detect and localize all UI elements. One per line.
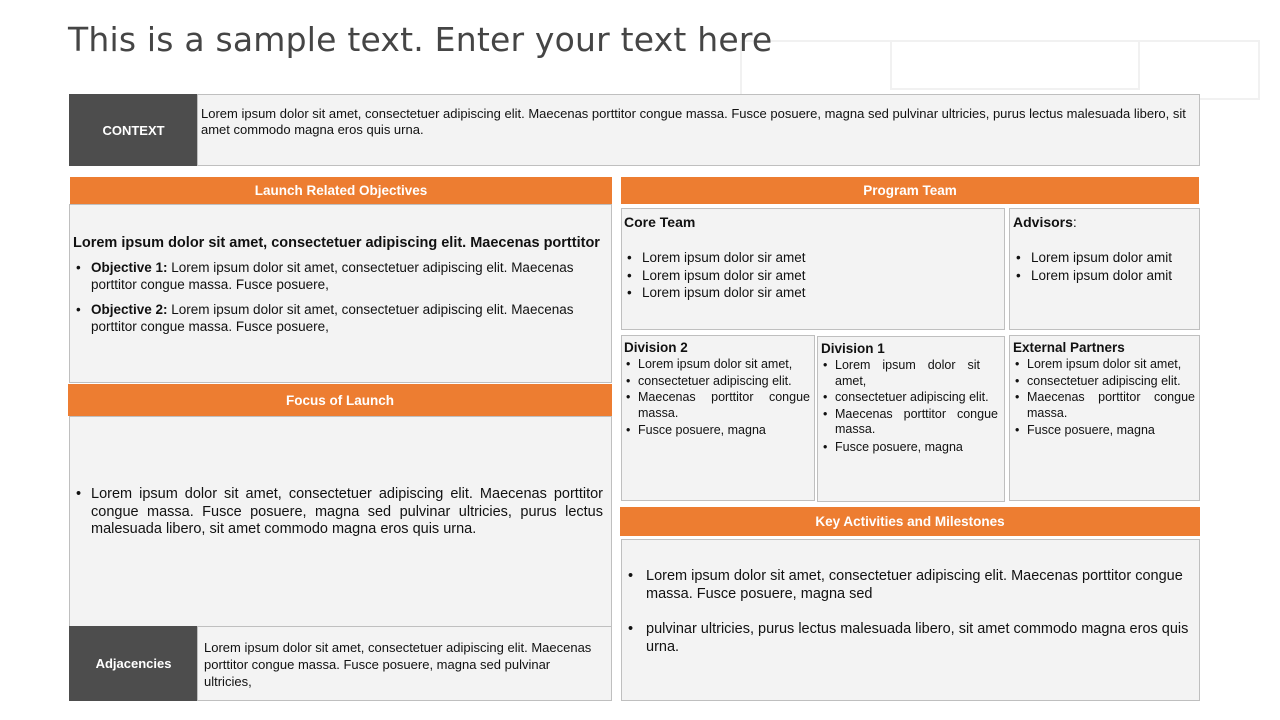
advisors-title: Advisors xyxy=(1013,214,1073,230)
focus-panel xyxy=(69,416,612,627)
objectives-list xyxy=(73,260,601,335)
program-team-header: Program Team xyxy=(621,177,1199,204)
advisors-title-row xyxy=(1013,214,1195,230)
advisors-panel xyxy=(1009,208,1200,330)
objective-text: Lorem ipsum dolor sit amet, consectetuer adipiscing elit. Maecenas porttitor congue massa. Fusce posuere, xyxy=(91,260,574,292)
division-1-item: • Fusce posuere, magna xyxy=(821,440,998,456)
division-2-panel xyxy=(621,335,815,501)
key-activities-list xyxy=(625,568,1189,656)
adjacencies-text: Lorem ipsum dolor sit amet, consectetuer adipiscing elit. Maecenas porttitor congue massa. Fusce posuere, magna sed pulvinar ultricies, xyxy=(204,640,592,689)
external-partners-title: External Partners xyxy=(1013,340,1125,355)
division-2-item: • Maecenas porttitor congue massa. xyxy=(624,390,810,421)
context-text: Lorem ipsum dolor sit amet, consectetuer adipiscing elit. Maecenas porttitor congue massa. Fusce posuere, magna sed pulvinar ultricies, purus lectus malesuada libero, sit amet commodo magna eros quis urna. xyxy=(201,106,1186,137)
adjacencies-panel xyxy=(197,626,612,701)
advisors-colon: : xyxy=(1072,214,1077,230)
core-team-item: • Lorem ipsum dolor sir amet xyxy=(624,249,998,267)
page-title: This is a sample text. Enter your text here xyxy=(68,20,773,59)
division-1-item: • Maecenas porttitor congue massa. xyxy=(821,407,998,438)
objective-item xyxy=(73,302,601,335)
launch-objectives-panel xyxy=(69,204,612,383)
key-activities-header: Key Activities and Milestones xyxy=(620,507,1200,536)
external-partners-panel xyxy=(1009,335,1200,501)
key-activity-item: • Lorem ipsum dolor sit amet, consectetuer adipiscing elit. Maecenas porttitor congue massa. Fusce posuere, magna sed xyxy=(625,568,1189,603)
division-2-item: • consectetuer adipiscing elit. xyxy=(624,374,810,390)
core-team-title: Core Team xyxy=(624,214,696,230)
objective-label: Objective 2: xyxy=(91,302,168,317)
advisor-item: • Lorem ipsum dolor amit xyxy=(1013,267,1195,285)
objective-item xyxy=(73,260,601,293)
focus-list xyxy=(73,486,603,539)
objectives-heading: Lorem ipsum dolor sit amet, consectetuer adipiscing elit. Maecenas porttitor xyxy=(73,235,600,251)
division-2-item: • Fusce posuere, magna xyxy=(624,423,810,439)
advisor-item: • Lorem ipsum dolor amit xyxy=(1013,249,1195,267)
external-partners-list xyxy=(1013,357,1195,439)
adjacencies-label: Adjacencies xyxy=(69,626,198,701)
focus-header: Focus of Launch xyxy=(68,384,612,416)
division-1-item: • Lorem ipsum dolor sit amet, xyxy=(821,358,998,389)
external-partner-item: • Lorem ipsum dolor sit amet, xyxy=(1013,357,1195,373)
advisors-list xyxy=(1013,249,1195,284)
division-2-item: • Lorem ipsum dolor sit amet, xyxy=(624,357,810,373)
division-2-list xyxy=(624,357,810,439)
division-1-title: Division 1 xyxy=(821,341,885,356)
objective-text: Lorem ipsum dolor sit amet, consectetuer adipiscing elit. Maecenas porttitor congue massa. Fusce posuere, xyxy=(91,302,574,334)
external-partner-item: • Maecenas porttitor congue massa. xyxy=(1013,390,1195,421)
context-panel xyxy=(197,94,1200,166)
core-team-item: • Lorem ipsum dolor sir amet xyxy=(624,267,998,285)
external-partner-item: • Fusce posuere, magna xyxy=(1013,423,1195,439)
core-team-item: • Lorem ipsum dolor sir amet xyxy=(624,284,998,302)
external-partner-item: • consectetuer adipiscing elit. xyxy=(1013,374,1195,390)
key-activity-item: • pulvinar ultricies, purus lectus malesuada libero, sit amet commodo magna eros quis urna. xyxy=(625,621,1189,656)
context-label: CONTEXT xyxy=(69,94,198,166)
focus-item: • Lorem ipsum dolor sit amet, consectetuer adipiscing elit. Maecenas porttitor congue massa. Fusce posuere, magna sed pulvinar ultricies, purus lectus malesuada libero, sit amet commodo magna eros quis urna. xyxy=(73,486,603,539)
division-1-panel xyxy=(817,336,1005,502)
objective-label: Objective 1: xyxy=(91,260,168,275)
launch-objectives-header: Launch Related Objectives xyxy=(70,177,612,204)
core-team-list xyxy=(624,249,998,302)
division-2-title: Division 2 xyxy=(624,340,688,355)
division-1-list xyxy=(821,358,998,455)
division-1-item: • consectetuer adipiscing elit. xyxy=(821,390,998,406)
key-activities-panel xyxy=(621,539,1200,701)
core-team-panel xyxy=(621,208,1005,330)
